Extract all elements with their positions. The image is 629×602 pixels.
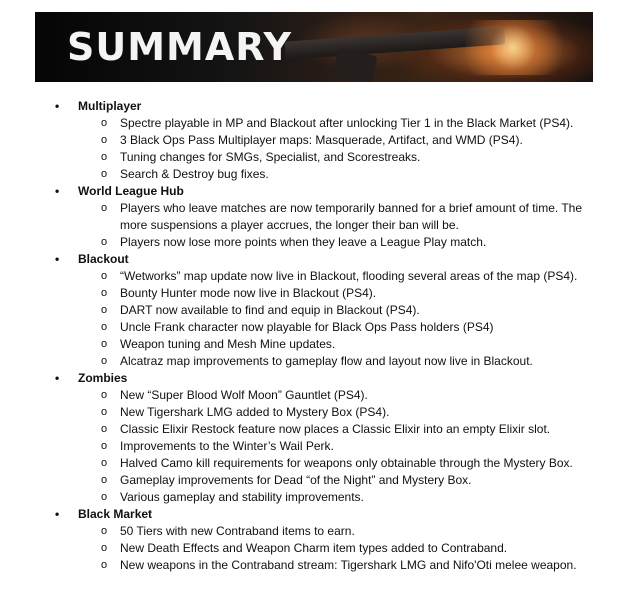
circle-bullet-icon: o bbox=[101, 338, 108, 350]
list-item bbox=[0, 387, 629, 404]
section-heading-label: World League Hub bbox=[78, 184, 184, 198]
circle-bullet-icon: o bbox=[101, 117, 108, 129]
circle-bullet-icon: o bbox=[101, 236, 108, 248]
list-item bbox=[0, 540, 629, 557]
list-item bbox=[0, 285, 629, 302]
list-item bbox=[0, 336, 629, 353]
circle-bullet-icon: o bbox=[101, 542, 108, 554]
list-item bbox=[0, 557, 629, 574]
list-item-text: Gameplay improvements for Dead “of the Night” and Mystery Box. bbox=[120, 473, 472, 487]
list-item-text: Halved Camo kill requirements for weapons only obtainable through the Mystery Box. bbox=[120, 456, 573, 470]
section-heading bbox=[0, 183, 629, 200]
list-item bbox=[0, 132, 629, 149]
list-item bbox=[0, 455, 629, 472]
list-item-text: Tuning changes for SMGs, Specialist, and Scorestreaks. bbox=[120, 150, 421, 164]
list-item-text: New Death Effects and Weapon Charm item types added to Contraband. bbox=[120, 541, 508, 555]
section-heading bbox=[0, 251, 629, 268]
bullet-icon: • bbox=[55, 184, 60, 198]
circle-bullet-icon: o bbox=[101, 355, 108, 367]
list-item-text: New weapons in the Contraband stream: Tigershark LMG and Nifo'Oti melee weapon. bbox=[120, 558, 577, 572]
page-title: SUMMARY bbox=[67, 25, 292, 69]
circle-bullet-icon: o bbox=[101, 287, 108, 299]
list-item bbox=[0, 115, 629, 132]
circle-bullet-icon: o bbox=[101, 134, 108, 146]
circle-bullet-icon: o bbox=[101, 389, 108, 401]
list-item-text: Classic Elixir Restock feature now places a Classic Elixir into an empty Elixir slot. bbox=[120, 422, 551, 436]
section-heading bbox=[0, 370, 629, 387]
list-item bbox=[0, 166, 629, 183]
circle-bullet-icon: o bbox=[101, 423, 108, 435]
section-blackout bbox=[0, 251, 629, 370]
list-item-text: New “Super Blood Wolf Moon” Gauntlet (PS4). bbox=[120, 388, 368, 402]
list-item-text: Uncle Frank character now playable for Black Ops Pass holders (PS4) bbox=[120, 320, 494, 334]
list-item-text: “Wetworks” map update now live in Blackout, flooding several areas of the map (PS4). bbox=[120, 269, 578, 283]
bullet-icon: • bbox=[55, 371, 60, 385]
list-item-text: 3 Black Ops Pass Multiplayer maps: Masquerade, Artifact, and WMD (PS4). bbox=[120, 133, 523, 147]
list-item bbox=[0, 149, 629, 166]
circle-bullet-icon: o bbox=[101, 321, 108, 333]
list-item bbox=[0, 421, 629, 438]
list-item-text: New Tigershark LMG added to Mystery Box (PS4). bbox=[120, 405, 390, 419]
circle-bullet-icon: o bbox=[101, 457, 108, 469]
list-item-text: Alcatraz map improvements to gameplay flow and layout now live in Blackout. bbox=[120, 354, 533, 368]
list-item-text: Spectre playable in MP and Blackout after unlocking Tier 1 in the Black Market (PS4). bbox=[120, 116, 574, 130]
section-heading-label: Black Market bbox=[78, 507, 153, 521]
circle-bullet-icon: o bbox=[101, 525, 108, 537]
bullet-icon: • bbox=[55, 252, 60, 266]
section-world-league-hub bbox=[0, 183, 629, 251]
section-heading bbox=[0, 506, 629, 523]
circle-bullet-icon: o bbox=[101, 202, 108, 214]
circle-bullet-icon: o bbox=[101, 151, 108, 163]
list-item bbox=[0, 234, 629, 251]
summary-banner bbox=[35, 12, 593, 82]
circle-bullet-icon: o bbox=[101, 474, 108, 486]
list-item-text: Search & Destroy bug fixes. bbox=[120, 167, 269, 181]
section-black-market bbox=[0, 506, 629, 574]
list-item bbox=[0, 523, 629, 540]
list-item-text: Bounty Hunter mode now live in Blackout (PS4). bbox=[120, 286, 377, 300]
list-item-text: Various gameplay and stability improvements. bbox=[120, 490, 364, 504]
circle-bullet-icon: o bbox=[101, 270, 108, 282]
list-item bbox=[0, 489, 629, 506]
list-item bbox=[0, 438, 629, 455]
list-item-text: Players who leave matches are now temporarily banned for a brief amount of time. The more suspensions a player accrues, the longer their ban will be. bbox=[120, 201, 583, 232]
bullet-icon: • bbox=[55, 507, 60, 521]
list-item bbox=[0, 319, 629, 336]
section-multiplayer bbox=[0, 98, 629, 183]
section-heading-label: Zombies bbox=[78, 371, 128, 385]
circle-bullet-icon: o bbox=[101, 304, 108, 316]
patch-notes-list bbox=[0, 98, 629, 574]
list-item bbox=[0, 302, 629, 319]
list-item-text: Players now lose more points when they leave a League Play match. bbox=[120, 235, 487, 249]
muzzle-flash-graphic bbox=[465, 20, 585, 75]
list-item bbox=[0, 353, 629, 370]
circle-bullet-icon: o bbox=[101, 491, 108, 503]
list-item bbox=[0, 200, 629, 234]
list-item bbox=[0, 268, 629, 285]
list-item bbox=[0, 404, 629, 421]
section-heading-label: Blackout bbox=[78, 252, 129, 266]
list-item-text: 50 Tiers with new Contraband items to earn. bbox=[120, 524, 355, 538]
circle-bullet-icon: o bbox=[101, 559, 108, 571]
circle-bullet-icon: o bbox=[101, 168, 108, 180]
list-item bbox=[0, 472, 629, 489]
section-heading-label: Multiplayer bbox=[78, 99, 142, 113]
list-item-text: Weapon tuning and Mesh Mine updates. bbox=[120, 337, 336, 351]
section-zombies bbox=[0, 370, 629, 506]
bullet-icon: • bbox=[55, 99, 60, 113]
list-item-text: Improvements to the Winter’s Wail Perk. bbox=[120, 439, 334, 453]
circle-bullet-icon: o bbox=[101, 440, 108, 452]
list-item-text: DART now available to find and equip in Blackout (PS4). bbox=[120, 303, 420, 317]
section-heading bbox=[0, 98, 629, 115]
circle-bullet-icon: o bbox=[101, 406, 108, 418]
